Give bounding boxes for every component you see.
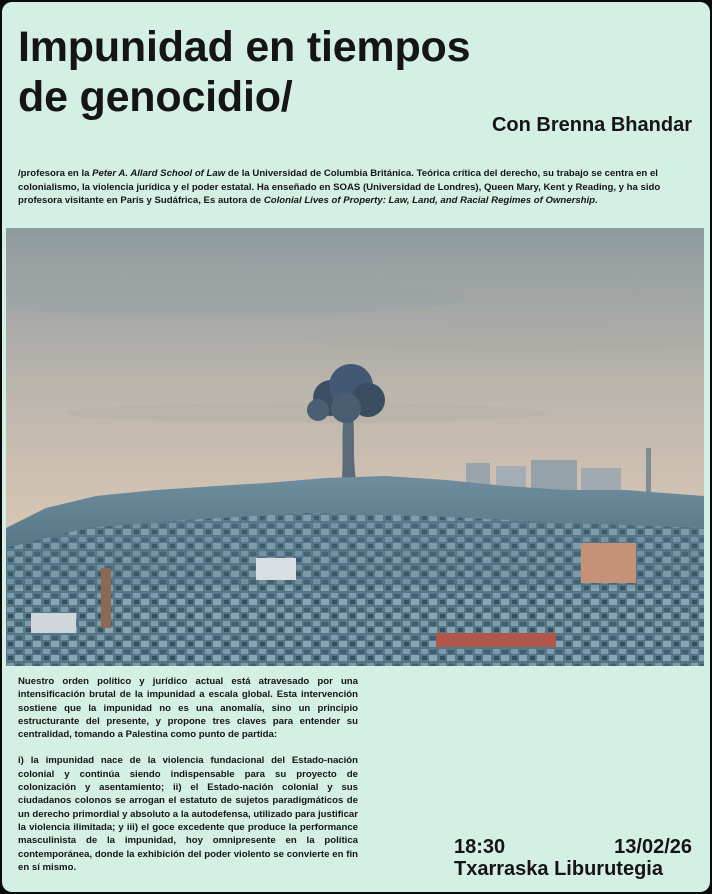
event-date: 13/02/26	[614, 836, 692, 858]
claves-paragraph: i) la impunidad nace de la violencia fundacional del Estado-nación colonial y continúa siendo indispensable para su proyecto de colonización y asentamiento; ii) el Estado-nación colonial y sus ciudadanos colonos se arrogan el estatuto de sujetos paradigmáticos de un derecho primordial y absoluto a la autodefensa, utilizado para justificar la violencia ilimitada; y iii) el goce excedente que produce la performance masculinista de la impunidad, hoy omnipresente en la política contemporánea, donde la exhibición del poder violento se convierte en fin en sí mismo.	[18, 755, 358, 873]
event-poster	[2, 2, 710, 892]
bio-school: Peter A. Allard School of Law	[92, 168, 226, 179]
event-venue: Txarraska Liburutegia	[454, 858, 663, 880]
bio-text-1: /profesora en la	[18, 168, 93, 179]
poster-title	[18, 22, 578, 122]
speaker-bio	[18, 167, 698, 208]
description-paragraph: Nuestro orden político y jurídico actual está atravesado por una intensificación brutal de la impunidad a escala global. Esta intervención sostiene que la impunidad no es una anomalía, sino un principio estructurante del presente, y propone tres claves para entender su centralidad, tomando a Palestina como punto de partida:	[18, 676, 358, 741]
city-skyline-smoke-photo	[6, 228, 704, 666]
bio-text-3: .	[595, 195, 598, 206]
bio-book-title: Colonial Lives of Property: Law, Land, and Racial Regimes of Ownership	[263, 195, 596, 206]
speaker-name: Con Brenna Bhandar	[491, 114, 692, 136]
talk-description	[18, 675, 358, 887]
event-time: 18:30	[454, 836, 506, 858]
bio-text-2: de la Universidad de Columbia Británica. Teórica crítica del derecho, su trabajo se centra en el colonialismo, la violencia jurídica y el poder estatal. Ha enseñado en SOAS (Universidad de Londres), Queen Mary, Kent y Reading, y ha sido profesora visitante en París y Sudáfrica, Es autora de	[18, 168, 661, 206]
poster-title-line1: Impunidad en tiempos	[18, 23, 471, 71]
poster-title-line2: de genocidio/	[18, 73, 293, 121]
